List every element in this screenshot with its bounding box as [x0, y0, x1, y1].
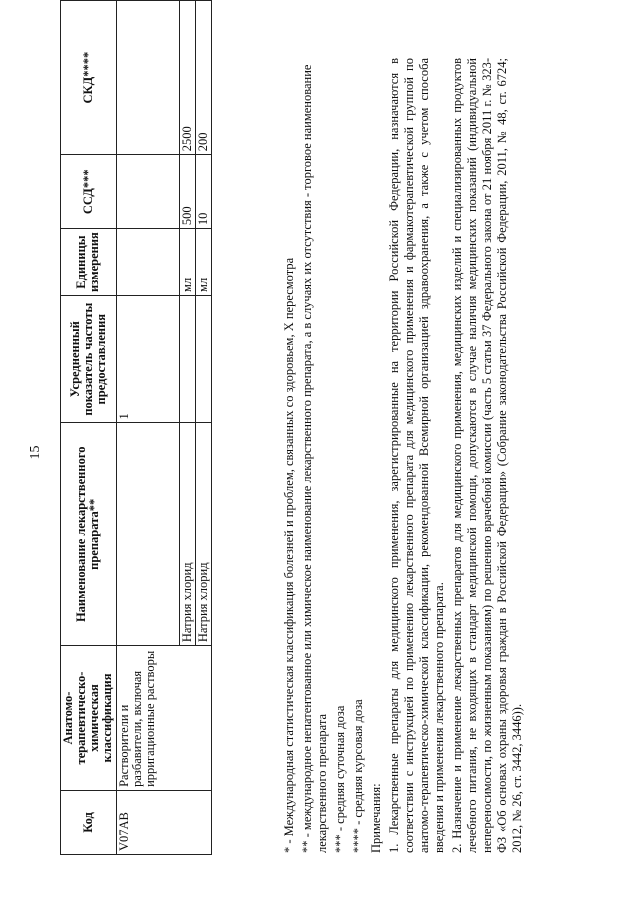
cell-ssd: 10	[195, 155, 211, 229]
footnote: * - Международная статистическая классификация болезней и проблем, связанных со здоровьем, X пересмотра	[282, 257, 296, 853]
cell-skd: 2500	[179, 1, 195, 155]
page-number: 15	[28, 445, 43, 460]
notes-block	[282, 58, 528, 853]
cell-ssd-empty	[116, 155, 179, 229]
cell-skd-empty	[116, 1, 179, 155]
footnote: ** - международное непатентованное или химическое наименование лекарственного препарата, а в случаях их отсутствия - торговое наименование лекарственного препарата	[300, 64, 329, 853]
cell-atc: Растворители и разбавители, включая ирригационные растворы	[116, 646, 211, 791]
cell-drug: Натрия хлорид	[195, 423, 211, 646]
cell-drug-empty	[116, 423, 179, 646]
cell-code: V07AB	[116, 790, 211, 854]
cell-ssd: 500	[179, 155, 195, 229]
cell-unit: мл	[179, 229, 195, 296]
footnote: **** - средняя курсовая доза	[351, 699, 365, 853]
header-skd: СКД****	[61, 1, 117, 155]
note-paragraph: 1. Лекарственные препараты для медицинского применения, зарегистрированные на территории Российской Федерации, назначаются в соответствии с инструкцией по применению лекарственного препарата для медицинского применения и фармакотерапевтической группой по анатомо-терапевтическо-химической классификации, рекомендованной Всемирной организацией здравоохранения, а также с учетом способа введения и применения лекарственного препарата.	[387, 58, 446, 853]
table-row	[116, 1, 179, 855]
cell-frequency-empty	[179, 295, 195, 423]
note-paragraph: 2. Назначение и применение лекарственных препаратов для медицинского применения, медицинских изделий и специализированных продуктов лечебного питания, не входящих в стандарт медицинской помощи, допускаются в случае наличия медицинских показаний (индивидуальной непереносимости, по жизненным показаниям) по решению врачебной комиссии (часть 5 статьи 37 Федерального закона от 21 ноября 2011 г. № 323-ФЗ «Об основах охраны здоровья граждан в Российской Федерации» (Собрание законодательства Российской Федерации, 2011, № 48, ст. 6724; 2012, № 26, ст. 3442, 3446)).	[450, 58, 524, 853]
header-frequency: Усредненный показатель частоты предоставления	[61, 295, 117, 423]
cell-frequency: 1	[116, 295, 179, 423]
header-unit: Единицы измерения	[61, 229, 117, 296]
standard-table	[60, 0, 212, 855]
header-ssd: ССД***	[61, 155, 117, 229]
header-code: Код	[61, 790, 117, 854]
cell-unit-empty	[116, 229, 179, 296]
header-row	[61, 1, 117, 855]
cell-unit: мл	[195, 229, 211, 296]
cell-frequency-empty	[195, 295, 211, 423]
cell-skd: 200	[195, 1, 211, 155]
header-drug: Наименование лекарственного препарата**	[61, 423, 117, 646]
cell-drug: Натрия хлорид	[179, 423, 195, 646]
footnote: *** - средняя суточная доза	[333, 705, 347, 853]
header-atc: Анатомо-терапевтическо-химическая классификация	[61, 646, 117, 791]
notes-title: Примечания:	[369, 783, 383, 853]
